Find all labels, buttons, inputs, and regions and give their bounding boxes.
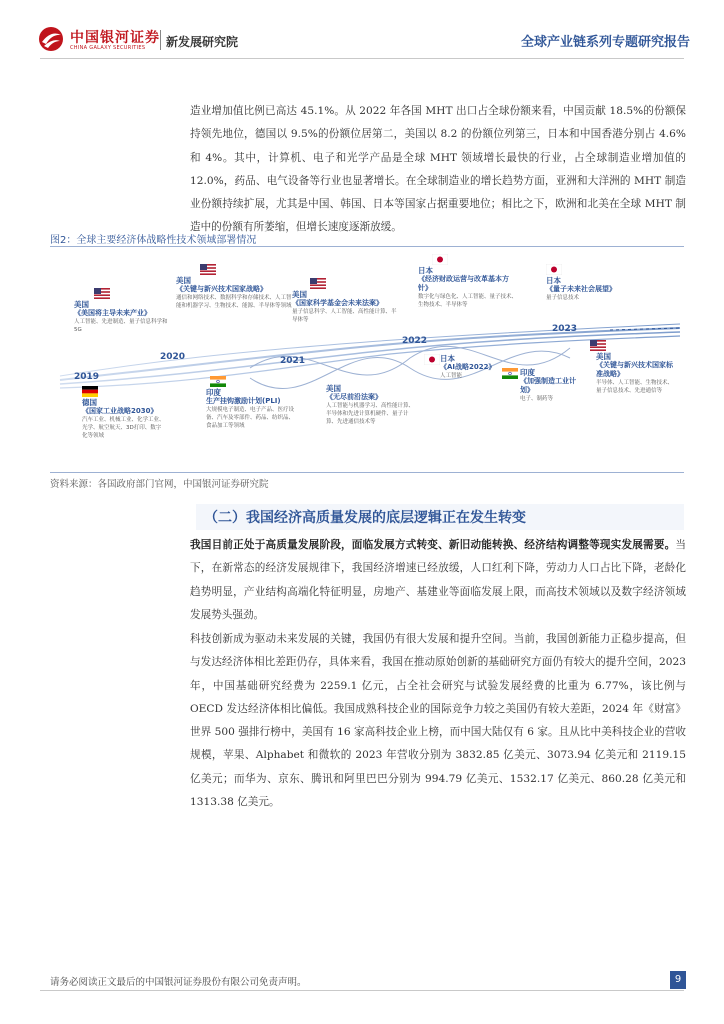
us-flag-icon — [200, 264, 216, 275]
timeline-item-us-2023 — [570, 340, 678, 395]
year-label: 2023 — [552, 324, 578, 334]
year-label: 2022 — [402, 336, 428, 346]
year-label: 2019 — [74, 372, 100, 382]
item-country: 日本 — [440, 354, 455, 363]
item-desc: 量子信息技术 — [546, 295, 580, 301]
timeline-item-us-2021 — [292, 278, 398, 324]
item-country: 印度 — [520, 368, 535, 377]
paragraph-lead-bold: 我国目前正处于高质量发展阶段，面临发展方式转变、新旧动能转换、经济结构调整等现实发展需要。 — [190, 539, 676, 551]
year-label: 2020 — [160, 352, 186, 362]
page-header — [0, 0, 724, 62]
item-country: 美国 — [176, 276, 191, 285]
institute-name: 新发展研究院 — [166, 35, 239, 49]
item-desc: 人工智能、先进制造、量子信息科学和5G — [74, 319, 168, 333]
strategy-timeline-figure — [50, 248, 684, 470]
item-law: 《量子未来社会展望》 — [546, 285, 616, 293]
brand-name: 中国银河证券 — [70, 30, 160, 46]
japan-flag-icon — [424, 354, 440, 365]
header-rule — [40, 58, 684, 59]
item-country: 美国 — [292, 290, 307, 299]
timeline-item-japan-ai — [422, 354, 502, 380]
figure-source: 资料来源：各国政府部门官网，中国银河证券研究院 — [50, 479, 269, 490]
us-flag-icon — [310, 278, 326, 289]
item-desc: 半导体、人工智能、生物技术、量子信息技术、先进通信等 — [596, 380, 674, 394]
footer-disclaimer: 请务必阅读正文最后的中国银河证券股份有限公司免责声明。 — [50, 977, 307, 988]
item-law: 《关键与新兴技术国家战略》 — [176, 285, 267, 293]
footer-rule — [40, 990, 684, 991]
item-desc: 通信和网络技术、数据科学和存储技术、人工智能和机器学习、生物技术、能源、半导体等领域 — [176, 295, 292, 309]
figure-top-rule — [50, 246, 684, 247]
japan-flag-icon — [546, 264, 562, 275]
us-flag-icon — [590, 340, 606, 351]
item-desc: 人工智能与机器学习、高性能计算、半导体和先进计算机硬件、量子计算、先进通信技术等 — [326, 403, 415, 425]
india-flag-icon — [210, 376, 226, 387]
timeline-item-india-2020 — [176, 376, 296, 430]
item-country: 日本 — [418, 266, 433, 275]
report-title: 全球产业链系列专题研究报告 — [520, 35, 690, 50]
item-law: 《无尽前沿法案》 — [326, 393, 382, 401]
year-label: 2021 — [280, 356, 306, 366]
india-flag-icon — [502, 368, 518, 379]
paragraph-innovation: 科技创新成为驱动未来发展的关键，我国仍有很大发展和提升空间。当前，我国创新能力正稳步提高，但与发达经济体相比差距仍存，具体来看，我国在推动原始创新的基础研究方面仍有较大的提升空间，2023 年，中国基础研究经费为 2259.1 亿元，占全社会研究与试验发展经费的比重为 6.77%，该比例与 OECD 发达经济体相比偏低。我国成熟科技企业的国际竞争力较之美国仍有较大差距，2024 年《财富》世界 500 强排行榜中，美国有 16 家高科技企业上榜，而中国大陆仅有 6 家。且从比中美科技企业的营收规模，苹果、Alphabet 和微软的 2023 年营收分别为 3832.85 亿美元、3073.94 亿美元和 2119.15 亿美元；而华为、京东、腾讯和阿里巴巴分别为 994.79 亿美元、1532.17 亿美元、860.28 亿美元和 1313.38 亿美元。 — [190, 633, 686, 809]
paragraph-body: 当下，在新常态的经济发展规律下，我国经济增速已经放缓，人口红利下降，劳动力人口占比下降，老龄化趋势明显，产业结构高端化特征明显，房地产、基建业等面临发展上限，而高技术领域以及数字经济领域发展势头强劲。 — [190, 539, 686, 621]
paragraph-development-stage — [190, 534, 686, 627]
germany-flag-icon — [82, 386, 98, 397]
japan-flag-icon — [432, 254, 448, 265]
us-flag-icon — [94, 288, 110, 299]
section-heading — [196, 504, 684, 530]
item-country: 日本 — [546, 276, 561, 285]
item-desc: 人工智能 — [440, 373, 463, 379]
item-country: 德国 — [82, 398, 97, 407]
item-country: 美国 — [326, 384, 341, 393]
item-desc: 汽车工业、机械工业、化学工业、光学、航空航天、3D打印、数字化等领域 — [82, 417, 165, 439]
item-country: 美国 — [74, 300, 89, 309]
item-country: 印度 — [206, 388, 221, 397]
item-desc: 电子、制药等 — [520, 396, 554, 402]
item-law: 《美国将主导未来产业》 — [74, 309, 151, 317]
timeline-item-germany — [56, 386, 166, 440]
paragraph-mht-share: 造业增加值比例已高达 45.1%。从 2022 年各国 MHT 出口占全球份额来看，中国贡献 18.5%的份额保持领先地位，德国以 9.5%的份额位居第二，美国以 8.2 的份额位列第三，日本和中国香港分别占 4.6%和 4%。其中，计算机、电子和光学产品是全球 MHT 领域增长最快的行业，占全球制造业增加值的 12.0%，药品、电气设备等行业也显著增长。在全球制造业的增长趋势方面，亚洲和大洋洲的 MHT 制造业份额持续扩展，尤其是中国、韩国、日本等国家占据重要地位；相比之下，欧洲和北美在全球 MHT 制造中的份额有所萎缩，但增长速度逐渐放缓。 — [190, 105, 686, 234]
timeline-item-us-endless-frontier — [306, 384, 416, 426]
item-law: 《国家科学基金会未来法案》 — [292, 299, 383, 307]
item-law: 《AI战略2022》 — [440, 363, 496, 371]
item-law: 《国家工业战略2030》 — [82, 407, 158, 415]
timeline-item-japan-basic-policy — [408, 254, 518, 309]
page-number: 9 — [670, 971, 686, 989]
item-law: 《加强制造工业计划》 — [520, 377, 576, 394]
timeline-item-india-2022 — [500, 368, 580, 403]
item-law: 生产挂钩激励计划(PLI) — [206, 397, 281, 405]
brand-name-en: CHINA GALAXY SECURITIES — [70, 45, 146, 51]
figure-caption: 图2：全球主要经济体战略性技术领域部署情况 — [50, 235, 257, 246]
header-divider — [160, 30, 161, 50]
item-desc: 数字化与绿色化、人工智能、量子技术、生物技术、半导体等 — [418, 294, 518, 308]
section-title: （二）我国经济高质量发展的底层逻辑正在发生转变 — [204, 510, 526, 526]
timeline-item-us-2019 — [64, 288, 174, 334]
item-law: 《经济财政运营与改革基本方针》 — [418, 275, 509, 292]
timeline-item-us-2020 — [176, 264, 296, 310]
galaxy-logo-icon — [38, 26, 64, 52]
item-country: 美国 — [596, 352, 611, 361]
item-desc: 大规模电子制造、电子产品、医疗设备、汽车及零部件、药品、纺织品、食品加工等领域 — [206, 407, 295, 429]
timeline-item-japan-quantum — [536, 264, 626, 302]
item-desc: 量子信息科学、人工智能、高性能计算、半导体等 — [292, 309, 397, 323]
item-law: 《关键与新兴技术国家标准战略》 — [596, 361, 673, 378]
figure-bottom-rule — [50, 472, 684, 473]
